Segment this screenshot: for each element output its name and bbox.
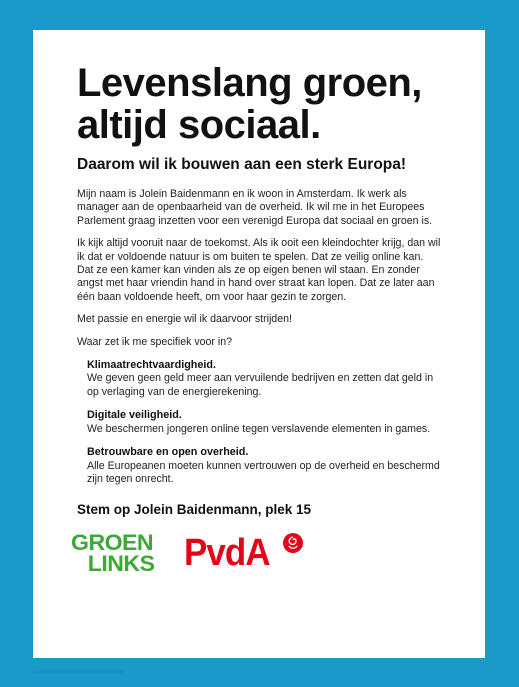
priority-title: Digitale veiligheid. [87, 409, 182, 422]
priority-text: We beschermen jongeren online tegen verslavende elementen in games. [87, 422, 431, 435]
priority-text: Alle Europeanen moeten kunnen vertrouwen op de overheid en beschermd zijn tegen onrecht. [87, 459, 440, 485]
headline-line-2: altijd sociaal. [77, 103, 321, 147]
subheadline: Daarom wil ik bouwen aan een sterk Europa! [77, 156, 407, 173]
headline-line-1: Levenslang groen, [77, 61, 422, 105]
call-to-action: Stem op Jolein Baidenmann, plek 15 [77, 502, 312, 518]
party-logo [71, 530, 317, 580]
priority-title: Klimaatrechtvaardigheid. [87, 359, 217, 372]
groenlinks-wordmark [71, 530, 155, 577]
priority-text: We geven geen geld meer aan vervuilende bedrijven en zetten dat geld in op verlaging van de energierekening. [87, 372, 434, 398]
flyer-sheet [33, 30, 485, 658]
pvda-wordmark: PvdA [184, 532, 270, 575]
logo-line-links: LINKS [87, 551, 155, 577]
vision-paragraph: Ik kijk altijd vooruit naar de toekomst. Als ik ooit een kleindochter krijg, dan wil ik dat er voldoende natuur is om buiten te spelen. Dat ze veilig online kan. Dat ze een kamer kan vinden als ze op eigen benen wil staan. En zonder angst met haar vriendin hand in hand over straat kan lopen. Dat ze later aan één baan voldoende heeft, om voor haar gezin te zorgen. [77, 237, 441, 303]
priorities-list [77, 359, 441, 486]
priority-item [87, 359, 441, 399]
page-edge-mark [33, 670, 123, 673]
priority-item [87, 409, 441, 436]
logo-line-groen: GROEN [71, 530, 154, 556]
priority-title: Betrouwbare en open overheid. [87, 446, 249, 459]
intro-paragraph: Mijn naam is Jolein Baidenmann en ik woon in Amsterdam. Ik werk als manager aan de openbaarheid van de overheid. Ik wil me in het Europees Parlement graag inzetten voor een verenigd Europa dat sociaal en groen is. [77, 188, 433, 227]
passion-paragraph: Met passie en energie wil ik daarvoor strijden! [77, 313, 292, 326]
headline [77, 62, 441, 146]
rose-icon [282, 532, 304, 554]
priorities-question: Waar zet ik me specifiek voor in? [77, 335, 233, 348]
priority-item [87, 446, 441, 486]
